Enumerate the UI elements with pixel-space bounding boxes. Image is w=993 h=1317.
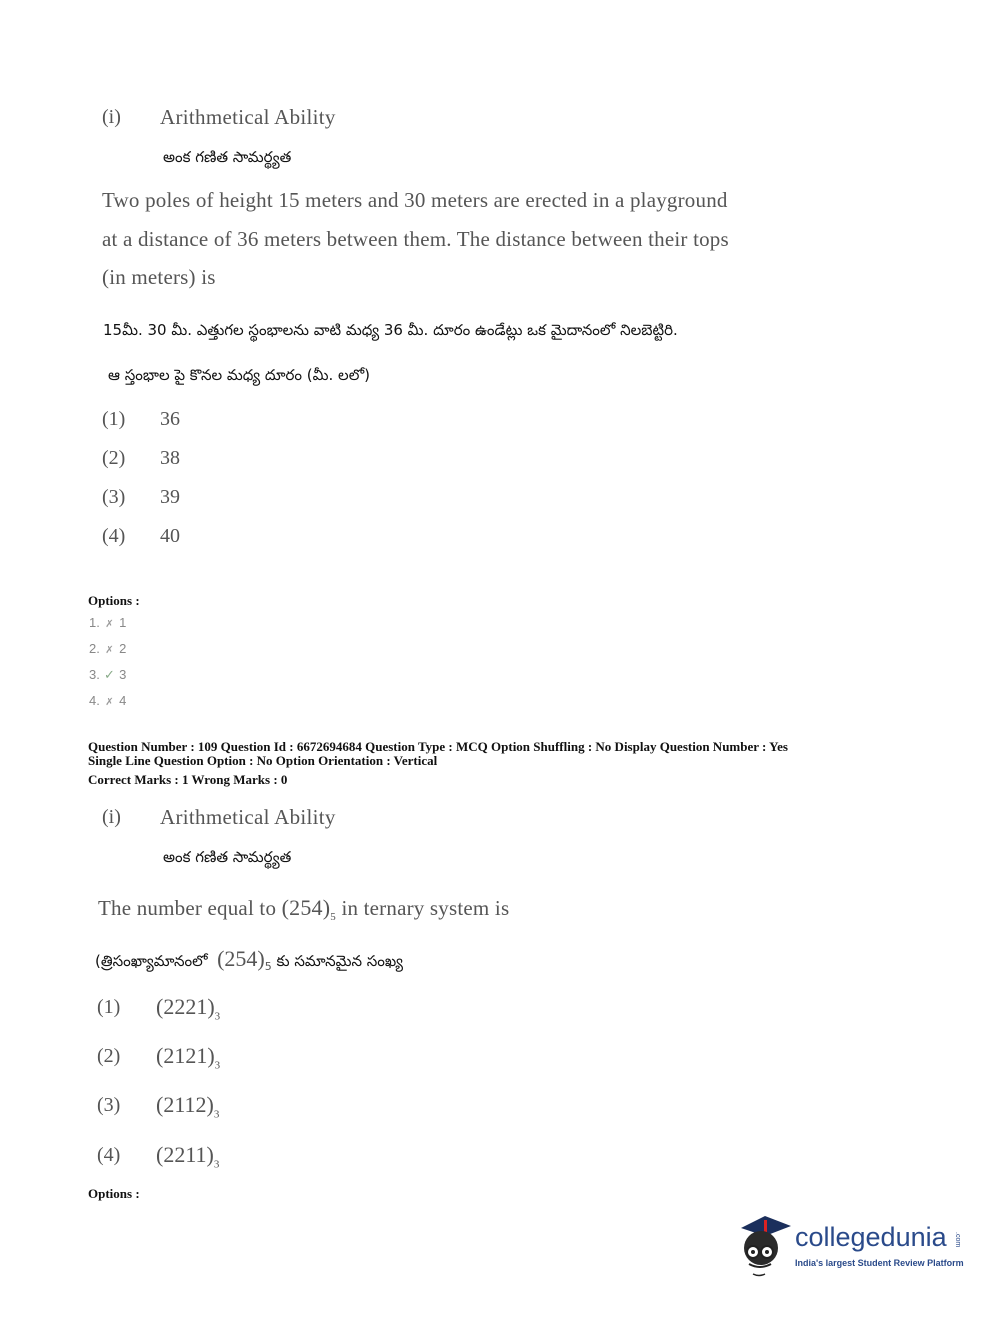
q2-section-title-telugu: అంక గణిత సామర్థ్యత [163,848,292,866]
q2-option-value [156,994,220,1022]
q2-question-telugu-number: (254) [217,946,265,971]
collegedunia-logo[interactable] [735,1210,965,1280]
q1-question-line: (in meters) is [102,265,216,289]
answer-index: 1. [89,615,100,630]
answer-row [89,641,126,656]
answer-value: 1 [119,615,127,630]
q2-option-number: (4) [97,1144,121,1166]
q2-question-number: (254) [281,895,331,920]
question-meta-line: Correct Marks : 1 Wrong Marks : 0 [88,772,288,787]
q1-answers-label: Options : [88,593,140,608]
q2-option-value [156,1142,219,1170]
logo-tagline: India's largest Student Review Platform [795,1258,964,1268]
logo-suffix: .com [954,1232,961,1248]
cross-icon: ✗ [105,697,114,708]
q2-question-telugu-text: (త్రిసంఖ్యామానంలో [95,952,208,970]
q2-question-telugu-text: కు సమానమైన సంఖ్య [276,952,403,970]
question-meta-line: Question Number : 109 Question Id : 6672694684 Question Type : MCQ Option Shuffling : No Display Question Number : Yes [88,739,788,754]
q2-option-value [156,1092,219,1120]
q2-answers-label: Options : [88,1186,140,1201]
q2-option-number: (1) [97,996,121,1018]
mascot-icon [735,1210,793,1280]
q2-option-value-number: (2221) [156,994,215,1019]
q2-option-base: 3 [213,1108,220,1121]
q2-option-value-number: (2121) [156,1043,215,1068]
q1-option-value: 40 [160,525,180,547]
q1-section-title-telugu: అంక గణిత సామర్థ్యత [163,148,292,166]
q1-question-telugu-line: ఆ స్తంభాల పై కొనల మధ్య దూరం (మీ. లలో) [108,366,370,384]
q2-question-text: in ternary system is [341,896,510,920]
answer-row [89,615,126,630]
q1-option-number: (4) [102,525,126,547]
q1-option-number: (1) [102,408,126,430]
q1-question-line: Two poles of height 15 meters and 30 meters are erected in a playground [102,188,728,212]
q2-question-text: The number equal to [98,896,277,920]
q2-question [98,895,509,923]
q1-question-telugu-line: 15మీ. 30 మీ. ఎత్తుగల స్థంభాలను వాటి మధ్య 36 మీ. దూరం ఉండేట్లు ఒక మైదానంలో నిలబెట్టిరి. [103,321,678,339]
check-icon: ✓ [104,667,115,682]
q1-question-line: at a distance of 36 meters between them. The distance between their tops [102,227,729,251]
answer-row [89,667,126,683]
q2-question-base: 5 [330,911,336,924]
q2-question-telugu [95,946,403,974]
cross-icon: ✗ [105,645,114,656]
q2-option-base: 3 [214,1059,221,1072]
q1-section-title: Arithmetical Ability [160,105,336,129]
answer-index: 2. [89,641,100,656]
answer-row [89,693,126,708]
q1-option-number: (2) [102,447,126,469]
answer-value: 4 [119,693,127,708]
q2-section-title: Arithmetical Ability [160,805,336,829]
q2-section-number: (i) [102,806,121,828]
q2-option-value [156,1043,220,1071]
q2-option-base: 3 [213,1158,220,1171]
answer-index: 4. [89,693,100,708]
question-meta-line: Single Line Question Option : No Option Orientation : Vertical [88,753,438,768]
answer-value: 3 [119,667,127,682]
q2-option-value-number: (2211) [156,1142,214,1167]
q1-option-value: 39 [160,486,180,508]
q2-option-base: 3 [214,1010,221,1023]
q2-question-telugu-base: 5 [264,960,272,973]
q2-option-number: (2) [97,1045,121,1067]
q2-option-value-number: (2112) [156,1092,214,1117]
q1-section-number: (i) [102,106,121,128]
q2-option-number: (3) [97,1094,121,1116]
q1-option-value: 36 [160,408,180,430]
q1-option-number: (3) [102,486,126,508]
answer-index: 3. [89,667,100,682]
logo-wordmark: collegedunia [795,1222,947,1252]
q1-option-value: 38 [160,447,180,469]
answer-value: 2 [119,641,127,656]
cross-icon: ✗ [105,619,114,630]
